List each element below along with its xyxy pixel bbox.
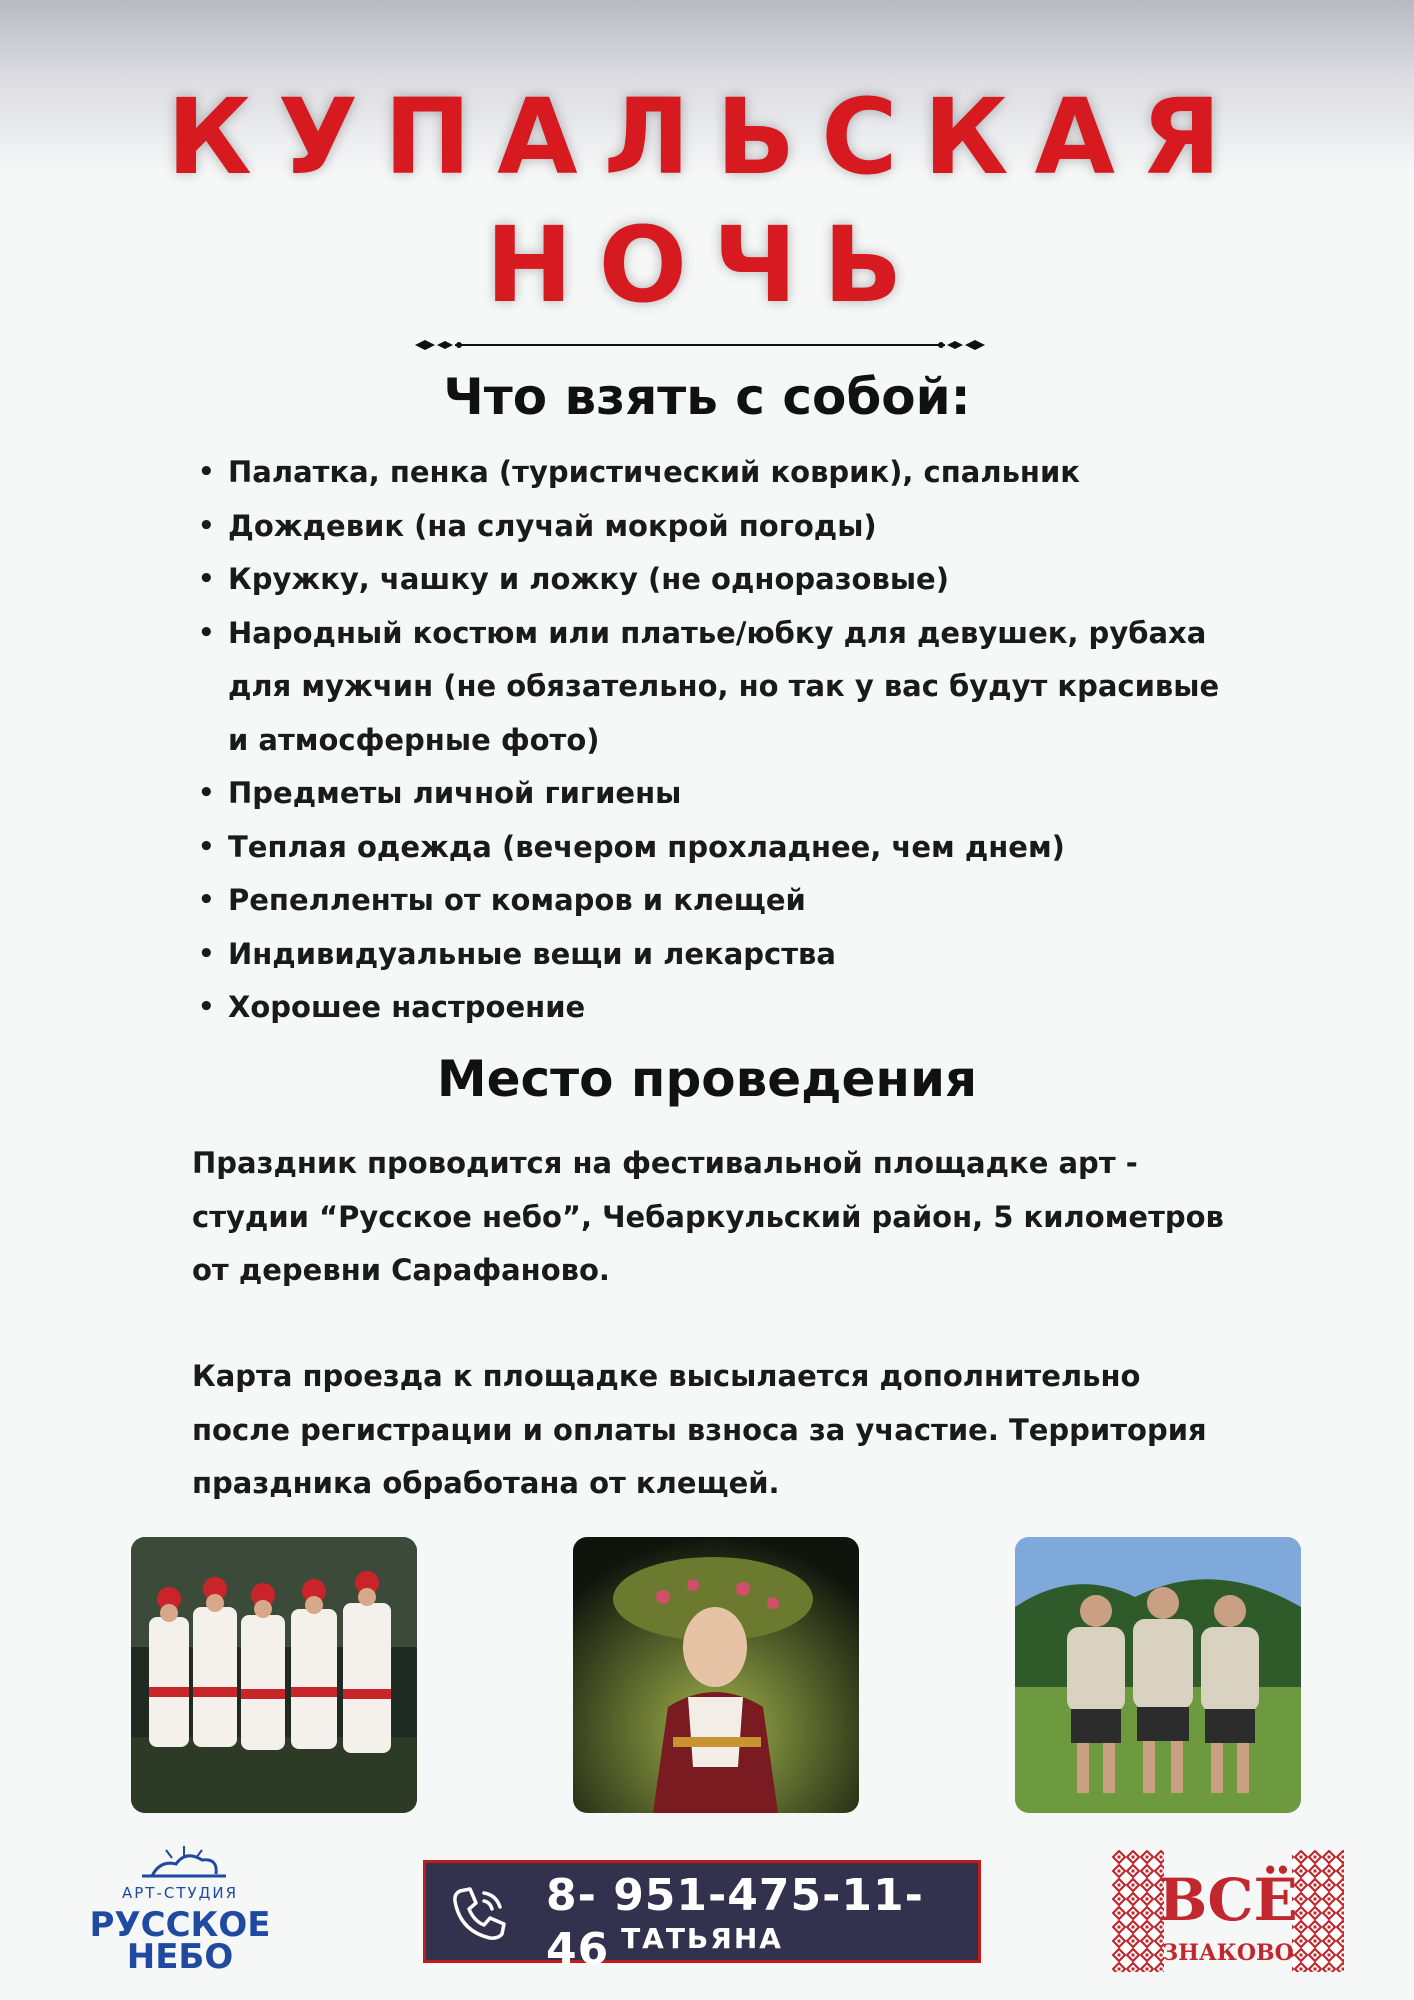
list-item: • Теплая одежда (вечером прохладнее, чем днем): [198, 821, 1248, 875]
event-title-line2: НОЧЬ: [485, 204, 929, 326]
logo-left-line2: НЕБО: [126, 1937, 234, 1977]
list-item: • Народный костюм или платье/юбку для девушек, рубаха для мужчин (не обязательно, но так у вас будут красивые и атмосферные фото): [198, 607, 1248, 768]
list-item: • Индивидуальные вещи и лекарства: [198, 928, 1248, 982]
list-item: • Репелленты от комаров и клещей: [198, 874, 1248, 928]
contact-name: ТАТЬЯНА: [621, 1922, 783, 1955]
list-item: • Палатка, пенка (туристический коврик), спальник: [198, 446, 1248, 500]
what-to-bring-list: [198, 446, 1248, 1035]
list-item: • Хорошее настроение: [198, 981, 1248, 1035]
ornament-divider: [415, 333, 985, 357]
venue-description: Праздник проводится на фестивальной площадке арт - студии “Русское небо”, Чебаркульский район, 5 километров от деревни Сарафаново.: [192, 1146, 1224, 1287]
list-item: • Предметы личной гигиены: [198, 767, 1248, 821]
logo-right-big: ВСЁ: [1158, 1866, 1298, 1934]
phone-number[interactable]: 8- 951-475-11-46: [546, 1870, 924, 1975]
logo-vse-znakovo: [1112, 1850, 1344, 1972]
venue-heading: Место проведения: [436, 1050, 978, 1108]
logo-right-small: ЗНАКОВО: [1162, 1940, 1294, 1966]
phone-icon: [446, 1881, 512, 1947]
logo-left-line1: РУССКОЕ: [89, 1905, 271, 1945]
logo-left-small: АРТ-СТУДИЯ: [121, 1884, 239, 1902]
map-info: Карта проезда к площадке высылается дополнительно после регистрации и оплаты взноса за участие. Территория праздника обработана от клещей.: [192, 1359, 1207, 1500]
photo-woman-wreath: [573, 1537, 859, 1813]
list-item: • Дождевик (на случай мокрой погоды): [198, 500, 1248, 554]
list-item: • Кружку, чашку и ложку (не одноразовые): [198, 553, 1248, 607]
contact-box: [423, 1860, 981, 1975]
event-title-line1: КУПАЛЬСКАЯ: [166, 76, 1248, 198]
photo-folk-choir: [131, 1537, 417, 1813]
logo-russkoe-nebo: [40, 1838, 320, 1978]
what-to-bring-heading: Что взять с собой:: [443, 368, 971, 426]
photo-men-meadow: [1015, 1537, 1301, 1813]
